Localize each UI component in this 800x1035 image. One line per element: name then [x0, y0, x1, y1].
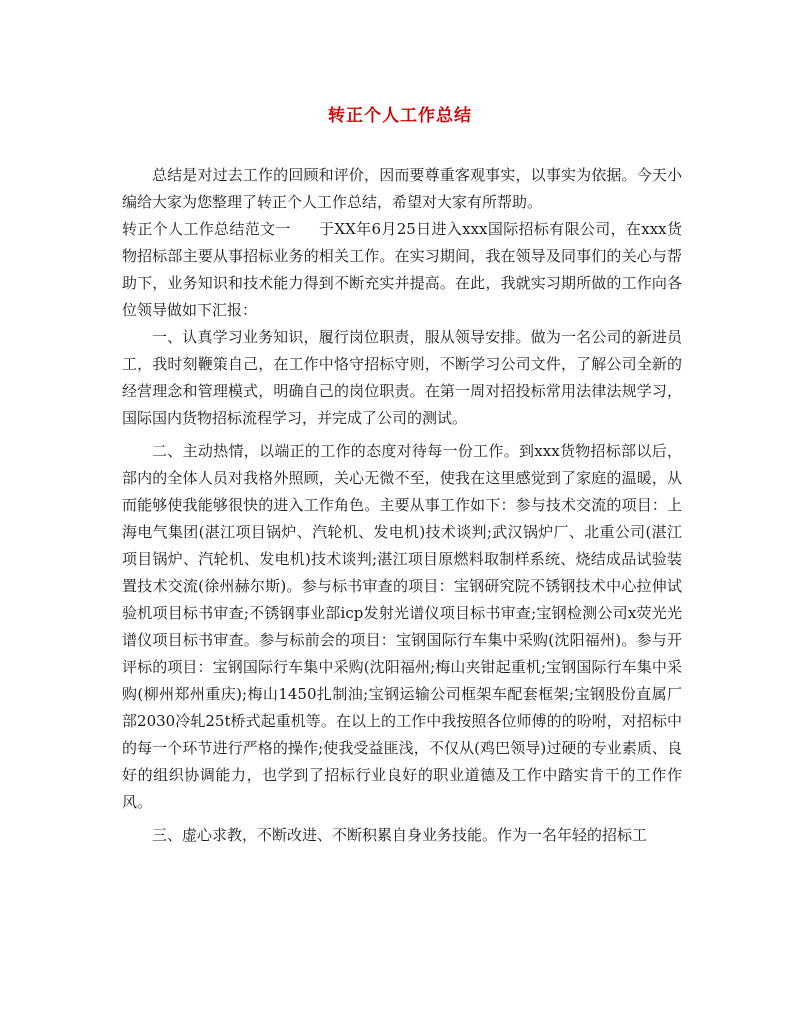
sample-intro: 于XX年6月25日进入xxx国际招标有限公司，在xxx货物招标部主要从事招标业务的相关工作。在实习期间，我在领导及同事们的关心与帮助下，业务知识和技术能力得到不断充实并提高。在此，我就实习期所做的工作向各位领导做如下汇报：: [122, 220, 682, 319]
page-title: 转正个人工作总结: [328, 106, 472, 126]
intro-paragraph: 总结是对过去工作的回顾和评价，因而要尊重客观事实，以事实为依据。今天小编给大家为您整理了转正个人工作总结，希望对大家有所帮助。: [122, 166, 682, 211]
section-3-paragraph: 三、虚心求教，不断改进、不断积累自身业务技能。作为一名年轻的招标工: [152, 826, 648, 844]
sample-paragraph: [122, 216, 682, 324]
section-2-paragraph: 二、主动热情，以端正的工作的态度对待每一份工作。到xxx货物招标部以后，部内的全体人员对我格外照顾，关心无微不至，使我在这里感觉到了家庭的温暖，从而能够使我能够很快的进入工作角色。主要从事工作如下：参与技术交流的项目：上海电气集团(湛江项目锅炉、汽轮机、发电机)技术谈判;武汉锅炉厂、北重公司(湛江项目锅炉、汽轮机、发电机)技术谈判;湛江项目原燃料取制样系统、烧结成品试验装置技术交流(徐州赫尔斯)。参与标书审查的项目：宝钢研究院不锈钢技术中心拉伸试验机项目标书审查;不锈钢事业部icp发射光谱仪项目标书审查;宝钢检测公司x荧光光谱仪项目标书审查。参与标前会的项目：宝钢国际行车集中采购(沈阳福州)。参与开评标的项目：宝钢国际行车集中采购(沈阳福州;梅山夹钳起重机;宝钢国际行车集中采购(柳州郑州重庆);梅山1450扎制油;宝钢运输公司框架车配套框架;宝钢股份直属厂部2030冷轧25t桥式起重机等。在以上的工作中我按照各位师傅的的吩咐，对招标中的每一个环节进行严格的操作;使我受益匪浅，不仅从(鸡巴领导)过硬的专业素质、良好的组织协调能力，也学到了招标行业良好的职业道德及工作中踏实肯干的工作作风。: [122, 442, 682, 811]
document-body: [122, 162, 682, 855]
section-1-paragraph: 一、认真学习业务知识，履行岗位职责，服从领导安排。做为一名公司的新进员工，我时刻鞭策自己，在工作中恪守招标守则，不断学习公司文件，了解公司全新的经营理念和管理模式，明确自己的岗位职责。在第一周对招投标常用法律法规学习，国际国内货物招标流程学习，并完成了公司的测试。: [122, 328, 682, 427]
sample-heading: 转正个人工作总结范文一: [122, 220, 291, 238]
